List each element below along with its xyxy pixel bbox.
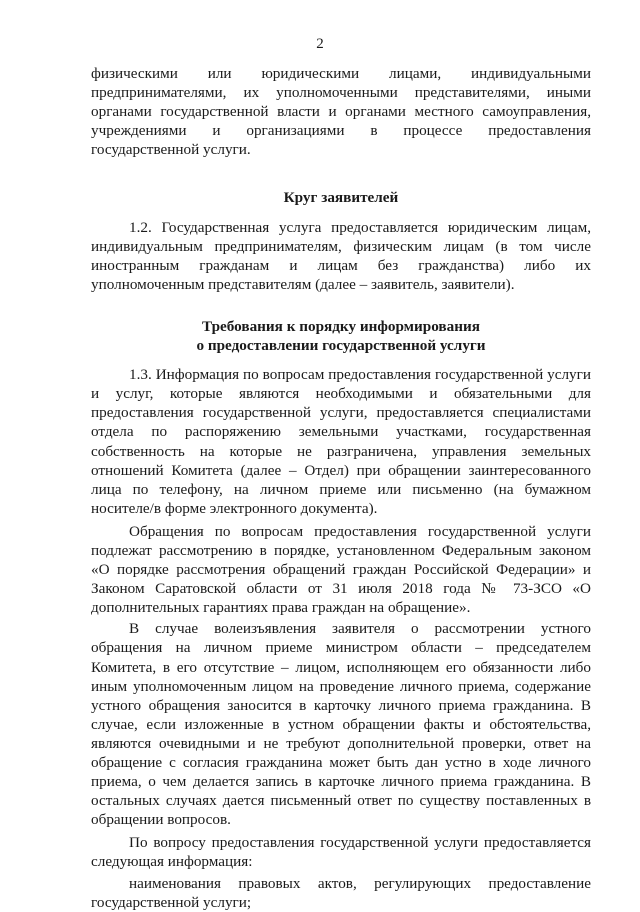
section-heading-informing-line-2: о предоставлении государственной услуги (196, 337, 486, 355)
list-item-legal-acts: наименования правовых актов, регулирующих предоставление государственной услуги; (91, 874, 591, 911)
section-heading-applicants: Круг заявителей (283, 189, 399, 207)
section-heading-informing-line-1: Требования к порядку информирования (202, 317, 480, 335)
paragraph-1-3: 1.3. Информация по вопросам предоставления государственной услуги и услуг, которые являются необходимыми и обязательными для предоставления государственной услуги, предоставляется специалистами отдела по распоряжению земельными участками, государственная собственность на которые не разграничена, управления земельных отношений Комитета (далее – Отдел) при обращении заинтересованного лица по телефону, на личном приеме или письменно (на бумажном носителе/в форме электронного документа). (91, 366, 591, 517)
paragraph-intro-continuation: физическими или юридическими лицами, индивидуальными предпринимателями, их уполномоченными представителями, иными органами государственной власти и органами местного самоуправления, учреждениями и организациями в процессе предоставления государственной услуги. (91, 65, 591, 159)
paragraph-information-provided: По вопросу предоставления государственной услуги предоставляется следующая информация: (91, 834, 591, 871)
page-number: 2 (316, 36, 324, 52)
paragraph-appeals: Обращения по вопросам предоставления государственной услуги подлежат рассмотрению в порядке, установленном Федеральным законом «О порядке рассмотрения обращений граждан Российской Федерации» и Законом Саратовской области от 31 июля 2018 года № 73-ЗСО «О дополнительных гарантиях права граждан на обращение». (91, 522, 591, 617)
paragraph-1-2: 1.2. Государственная услуга предоставляется юридическим лицам, индивидуальным предпринимателям, физическим лицам (в том числе иностранным гражданам и лицам без гражданства) либо их уполномоченным представителям (далее – заявитель, заявители). (91, 218, 591, 293)
section-heading-informing (91, 317, 591, 355)
paragraph-oral-appeal: В случае волеизъявления заявителя о рассмотрении устного обращения на личном приеме министром области – председателем Комитета, в его отсутствие – лицом, исполняющем его обязанности либо иным уполномоченным лицом на проведение личного приема, содержание устного обращения заносится в карточку личного приема гражданина. В случае, если изложенные в устном обращении факты и обстоятельства, являются очевидными и не требуют дополнительной проверки, ответ на обращение с согласия гражданина может быть дан устно в ходе личного приема, о чем делается запись в карточке личного приема гражданина. В остальных случаях дается письменный ответ по существу поставленных в обращении вопросов. (91, 620, 591, 829)
document-body (91, 64, 591, 912)
